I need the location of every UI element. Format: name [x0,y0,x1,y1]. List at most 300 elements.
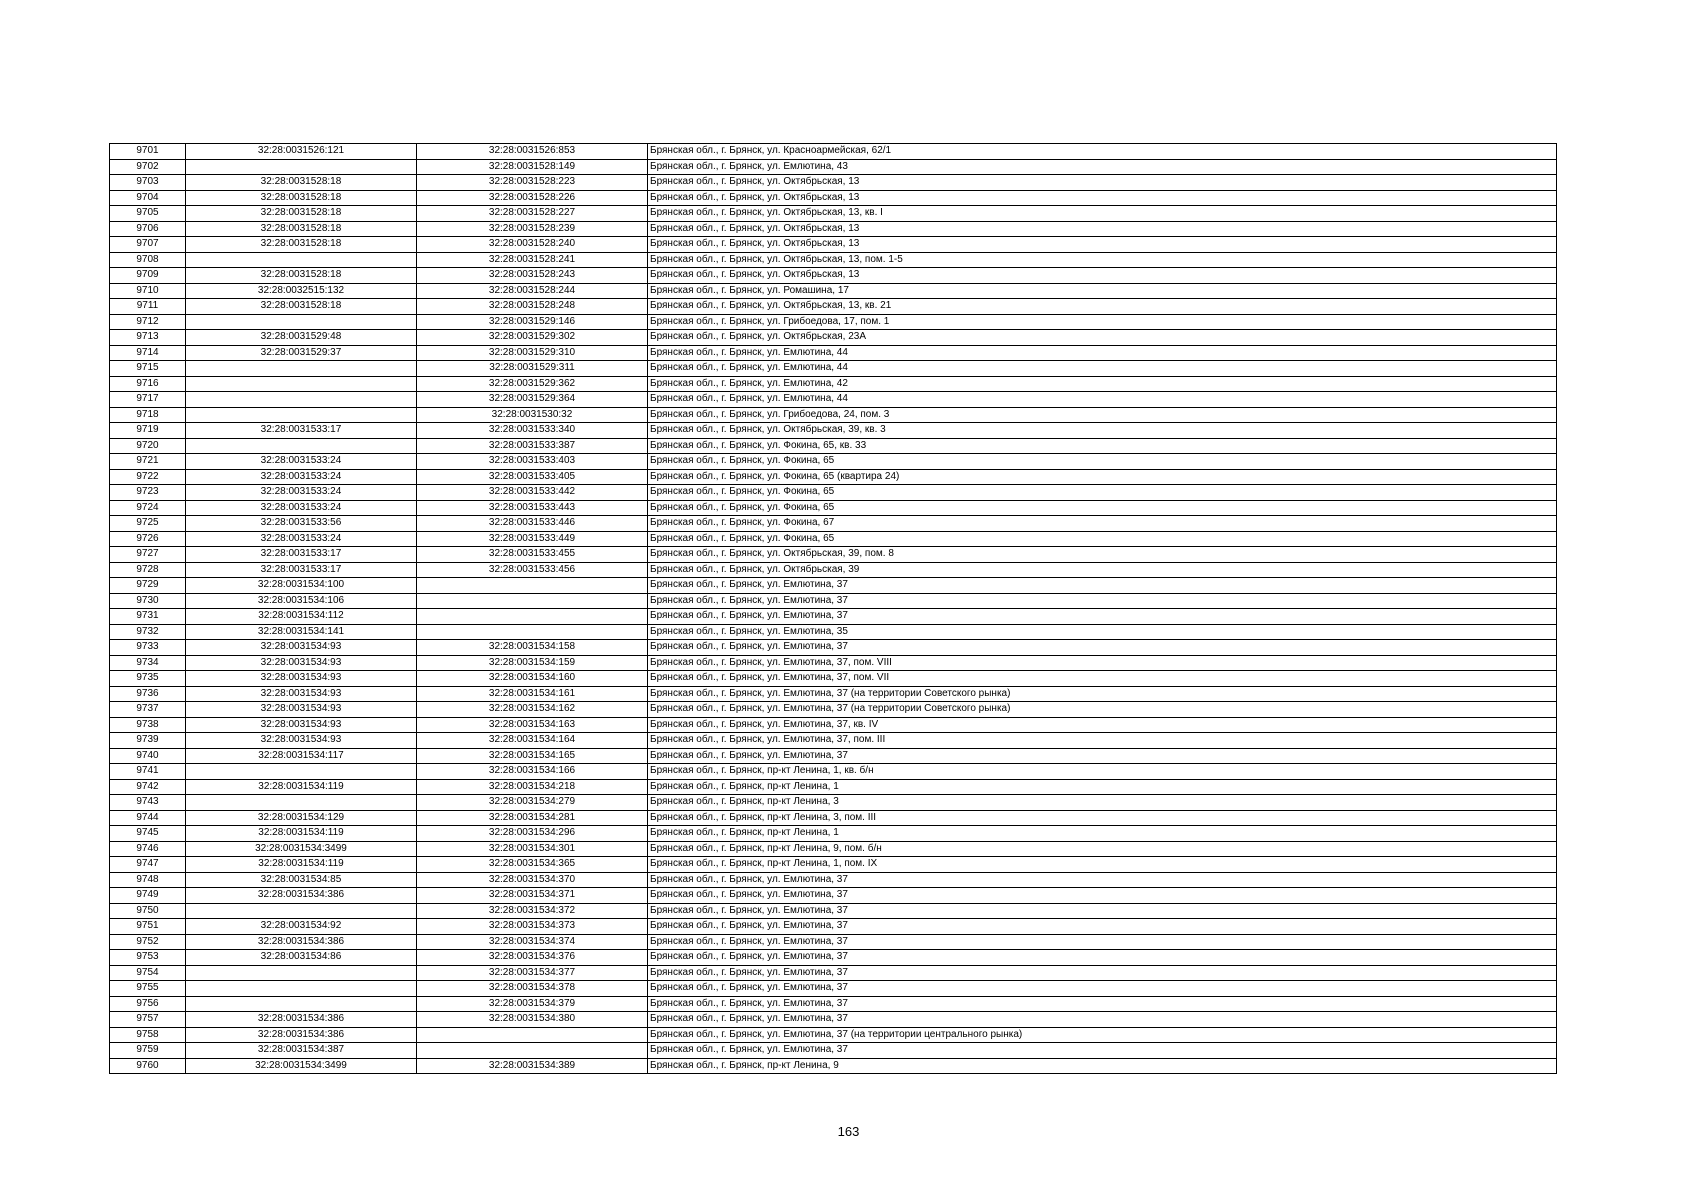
table-row [110,252,1557,268]
table-row [110,268,1557,284]
address: Брянская обл., г. Брянск, ул. Емлютина, 37 [648,888,1557,904]
row-number: 9707 [110,237,186,253]
table-row [110,981,1557,997]
row-number: 9744 [110,810,186,826]
address: Брянская обл., г. Брянск, ул. Октябрьская, 39, пом. 8 [648,547,1557,563]
object-cadastral-number: 32:28:0031528:241 [417,252,648,268]
row-number: 9756 [110,996,186,1012]
object-cadastral-number: 32:28:0031534:389 [417,1058,648,1074]
row-number: 9726 [110,531,186,547]
object-cadastral-number: 32:28:0031534:376 [417,950,648,966]
land-cadastral-number: 32:28:0031534:93 [186,717,417,733]
address: Брянская обл., г. Брянск, ул. Октябрьская, 23А [648,330,1557,346]
object-cadastral-number: 32:28:0031534:163 [417,717,648,733]
table-row [110,717,1557,733]
row-number: 9703 [110,175,186,191]
address: Брянская обл., г. Брянск, пр-кт Ленина, 1 [648,779,1557,795]
table-row [110,485,1557,501]
land-cadastral-number [186,407,417,423]
table-row [110,438,1557,454]
address: Брянская обл., г. Брянск, ул. Емлютина, 37, пом. VII [648,671,1557,687]
object-cadastral-number: 32:28:0031526:853 [417,144,648,160]
address: Брянская обл., г. Брянск, ул. Емлютина, 37 [648,578,1557,594]
object-cadastral-number: 32:28:0031533:456 [417,562,648,578]
address: Брянская обл., г. Брянск, ул. Емлютина, 37 (на территории центрального рынка) [648,1027,1557,1043]
land-cadastral-number: 32:28:0031533:17 [186,423,417,439]
row-number: 9736 [110,686,186,702]
row-number: 9760 [110,1058,186,1074]
address: Брянская обл., г. Брянск, ул. Емлютина, 37 [648,981,1557,997]
address: Брянская обл., г. Брянск, ул. Ромашина, 17 [648,283,1557,299]
object-cadastral-number: 32:28:0031533:403 [417,454,648,470]
object-cadastral-number: 32:28:0031528:227 [417,206,648,222]
address: Брянская обл., г. Брянск, ул. Октябрьская, 39, кв. 3 [648,423,1557,439]
row-number: 9746 [110,841,186,857]
row-number: 9738 [110,717,186,733]
object-cadastral-number: 32:28:0031530:32 [417,407,648,423]
table-row [110,314,1557,330]
address: Брянская обл., г. Брянск, ул. Фокина, 65 [648,485,1557,501]
row-number: 9720 [110,438,186,454]
land-cadastral-number [186,314,417,330]
table-row [110,903,1557,919]
row-number: 9750 [110,903,186,919]
land-cadastral-number: 32:28:0031534:3499 [186,841,417,857]
table-row [110,965,1557,981]
land-cadastral-number: 32:28:0031526:121 [186,144,417,160]
land-cadastral-number: 32:28:0031534:86 [186,950,417,966]
address: Брянская обл., г. Брянск, ул. Емлютина, 42 [648,376,1557,392]
address: Брянская обл., г. Брянск, ул. Емлютина, 37 (на территории Советского рынка) [648,702,1557,718]
land-cadastral-number [186,795,417,811]
object-cadastral-number: 32:28:0031534:378 [417,981,648,997]
address: Брянская обл., г. Брянск, ул. Емлютина, 35 [648,624,1557,640]
address: Брянская обл., г. Брянск, ул. Емлютина, 37 [648,593,1557,609]
address: Брянская обл., г. Брянск, ул. Емлютина, 44 [648,345,1557,361]
address: Брянская обл., г. Брянск, ул. Октябрьская, 13, кв. 21 [648,299,1557,315]
address: Брянская обл., г. Брянск, ул. Емлютина, 37 [648,950,1557,966]
row-number: 9702 [110,159,186,175]
land-cadastral-number: 32:28:0031534:386 [186,934,417,950]
row-number: 9708 [110,252,186,268]
table-row [110,376,1557,392]
land-cadastral-number: 32:28:0031534:386 [186,1027,417,1043]
land-cadastral-number: 32:28:0031528:18 [186,190,417,206]
land-cadastral-number: 32:28:0031534:117 [186,748,417,764]
address: Брянская обл., г. Брянск, ул. Фокина, 65, кв. 33 [648,438,1557,454]
land-cadastral-number: 32:28:0031533:24 [186,531,417,547]
address: Брянская обл., г. Брянск, ул. Емлютина, 37 [648,640,1557,656]
land-cadastral-number: 32:28:0031534:85 [186,872,417,888]
address: Брянская обл., г. Брянск, ул. Фокина, 65 [648,531,1557,547]
object-cadastral-number: 32:28:0031534:296 [417,826,648,842]
table-row [110,826,1557,842]
row-number: 9717 [110,392,186,408]
object-cadastral-number [417,609,648,625]
row-number: 9747 [110,857,186,873]
row-number: 9759 [110,1043,186,1059]
table-row [110,454,1557,470]
table-row [110,547,1557,563]
land-cadastral-number [186,392,417,408]
object-cadastral-number: 32:28:0031534:371 [417,888,648,904]
object-cadastral-number: 32:28:0031533:340 [417,423,648,439]
table-row [110,671,1557,687]
object-cadastral-number [417,1027,648,1043]
row-number: 9710 [110,283,186,299]
land-cadastral-number [186,252,417,268]
address: Брянская обл., г. Брянск, пр-кт Ленина, 9 [648,1058,1557,1074]
object-cadastral-number: 32:28:0031533:455 [417,547,648,563]
table-row [110,609,1557,625]
table-row [110,345,1557,361]
table-row [110,562,1557,578]
row-number: 9718 [110,407,186,423]
table-row [110,919,1557,935]
land-cadastral-number: 32:28:0032515:132 [186,283,417,299]
address: Брянская обл., г. Брянск, ул. Октябрьская, 13 [648,175,1557,191]
address: Брянская обл., г. Брянск, ул. Емлютина, 37 [648,919,1557,935]
object-cadastral-number: 32:28:0031534:377 [417,965,648,981]
address: Брянская обл., г. Брянск, ул. Октябрьская, 13, кв. I [648,206,1557,222]
table-row [110,841,1557,857]
address: Брянская обл., г. Брянск, ул. Емлютина, 43 [648,159,1557,175]
land-cadastral-number: 32:28:0031528:18 [186,206,417,222]
object-cadastral-number: 32:28:0031529:364 [417,392,648,408]
table-row [110,1043,1557,1059]
land-cadastral-number [186,965,417,981]
object-cadastral-number: 32:28:0031534:164 [417,733,648,749]
table-row [110,593,1557,609]
object-cadastral-number: 32:28:0031534:218 [417,779,648,795]
row-number: 9740 [110,748,186,764]
table-row [110,190,1557,206]
row-number: 9729 [110,578,186,594]
object-cadastral-number: 32:28:0031529:146 [417,314,648,330]
row-number: 9735 [110,671,186,687]
object-cadastral-number [417,578,648,594]
land-cadastral-number: 32:28:0031534:3499 [186,1058,417,1074]
object-cadastral-number: 32:28:0031533:449 [417,531,648,547]
row-number: 9748 [110,872,186,888]
land-cadastral-number: 32:28:0031534:92 [186,919,417,935]
object-cadastral-number: 32:28:0031534:160 [417,671,648,687]
row-number: 9737 [110,702,186,718]
row-number: 9712 [110,314,186,330]
table-row [110,469,1557,485]
table-row [110,857,1557,873]
address: Брянская обл., г. Брянск, ул. Емлютина, 37 [648,965,1557,981]
object-cadastral-number: 32:28:0031534:365 [417,857,648,873]
object-cadastral-number: 32:28:0031528:223 [417,175,648,191]
table-row [110,810,1557,826]
table-row [110,624,1557,640]
land-cadastral-number: 32:28:0031534:119 [186,857,417,873]
object-cadastral-number: 32:28:0031528:226 [417,190,648,206]
land-cadastral-number: 32:28:0031533:56 [186,516,417,532]
address: Брянская обл., г. Брянск, ул. Октябрьская, 13 [648,268,1557,284]
address: Брянская обл., г. Брянск, пр-кт Ленина, 1 [648,826,1557,842]
land-cadastral-number [186,981,417,997]
table-row [110,934,1557,950]
table-row [110,206,1557,222]
land-cadastral-number: 32:28:0031533:24 [186,485,417,501]
object-cadastral-number: 32:28:0031534:159 [417,655,648,671]
row-number: 9724 [110,500,186,516]
object-cadastral-number: 32:28:0031529:311 [417,361,648,377]
row-number: 9734 [110,655,186,671]
address: Брянская обл., г. Брянск, ул. Октябрьская, 13 [648,237,1557,253]
object-cadastral-number: 32:28:0031534:379 [417,996,648,1012]
table-row [110,361,1557,377]
land-cadastral-number: 32:28:0031534:141 [186,624,417,640]
object-cadastral-number: 32:28:0031533:442 [417,485,648,501]
table-row [110,531,1557,547]
address: Брянская обл., г. Брянск, ул. Октябрьская, 13, пом. 1-5 [648,252,1557,268]
table-row [110,1058,1557,1074]
row-number: 9704 [110,190,186,206]
address: Брянская обл., г. Брянск, ул. Емлютина, 37, кв. IV [648,717,1557,733]
row-number: 9751 [110,919,186,935]
row-number: 9741 [110,764,186,780]
land-cadastral-number: 32:28:0031529:48 [186,330,417,346]
address: Брянская обл., г. Брянск, ул. Емлютина, 44 [648,361,1557,377]
row-number: 9754 [110,965,186,981]
row-number: 9701 [110,144,186,160]
row-number: 9730 [110,593,186,609]
table-row [110,1027,1557,1043]
table-row [110,237,1557,253]
row-number: 9715 [110,361,186,377]
land-cadastral-number: 32:28:0031534:93 [186,671,417,687]
table-row [110,748,1557,764]
table-row [110,283,1557,299]
address: Брянская обл., г. Брянск, ул. Емлютина, 37 [648,872,1557,888]
address: Брянская обл., г. Брянск, пр-кт Ленина, 1, пом. IX [648,857,1557,873]
land-cadastral-number [186,764,417,780]
table-row [110,795,1557,811]
object-cadastral-number: 32:28:0031528:243 [417,268,648,284]
land-cadastral-number [186,903,417,919]
address: Брянская обл., г. Брянск, ул. Емлютина, 37 [648,609,1557,625]
address: Брянская обл., г. Брянск, ул. Емлютина, 37 [648,1043,1557,1059]
row-number: 9752 [110,934,186,950]
table-row [110,144,1557,160]
land-cadastral-number: 32:28:0031534:387 [186,1043,417,1059]
row-number: 9732 [110,624,186,640]
object-cadastral-number: 32:28:0031529:302 [417,330,648,346]
row-number: 9714 [110,345,186,361]
land-cadastral-number: 32:28:0031533:24 [186,469,417,485]
object-cadastral-number: 32:28:0031528:244 [417,283,648,299]
table-row [110,407,1557,423]
land-cadastral-number: 32:28:0031528:18 [186,299,417,315]
table-row [110,1012,1557,1028]
address: Брянская обл., г. Брянск, ул. Октябрьская, 13 [648,190,1557,206]
object-cadastral-number: 32:28:0031534:380 [417,1012,648,1028]
land-cadastral-number: 32:28:0031533:17 [186,547,417,563]
row-number: 9725 [110,516,186,532]
row-number: 9755 [110,981,186,997]
address: Брянская обл., г. Брянск, пр-кт Ленина, 3, пом. III [648,810,1557,826]
table-row [110,330,1557,346]
object-cadastral-number: 32:28:0031533:446 [417,516,648,532]
table-row [110,175,1557,191]
land-cadastral-number: 32:28:0031534:119 [186,826,417,842]
table-row [110,733,1557,749]
land-cadastral-number [186,159,417,175]
address: Брянская обл., г. Брянск, пр-кт Ленина, 3 [648,795,1557,811]
table-row [110,392,1557,408]
address: Брянская обл., г. Брянск, пр-кт Ленина, 9, пом. б/н [648,841,1557,857]
row-number: 9757 [110,1012,186,1028]
row-number: 9739 [110,733,186,749]
land-cadastral-number [186,361,417,377]
land-cadastral-number [186,376,417,392]
land-cadastral-number: 32:28:0031534:106 [186,593,417,609]
object-cadastral-number: 32:28:0031534:281 [417,810,648,826]
table-row [110,159,1557,175]
object-cadastral-number: 32:28:0031534:162 [417,702,648,718]
object-cadastral-number: 32:28:0031534:372 [417,903,648,919]
land-cadastral-number: 32:28:0031533:17 [186,562,417,578]
object-cadastral-number: 32:28:0031528:149 [417,159,648,175]
row-number: 9742 [110,779,186,795]
address: Брянская обл., г. Брянск, ул. Емлютина, 37 [648,748,1557,764]
address: Брянская обл., г. Брянск, ул. Фокина, 65 [648,500,1557,516]
object-cadastral-number: 32:28:0031533:443 [417,500,648,516]
row-number: 9758 [110,1027,186,1043]
land-cadastral-number: 32:28:0031534:93 [186,702,417,718]
row-number: 9733 [110,640,186,656]
row-number: 9722 [110,469,186,485]
registry-table-body [110,144,1557,1074]
address: Брянская обл., г. Брянск, ул. Емлютина, 37 (на территории Советского рынка) [648,686,1557,702]
land-cadastral-number: 32:28:0031529:37 [186,345,417,361]
object-cadastral-number [417,1043,648,1059]
land-cadastral-number [186,438,417,454]
row-number: 9719 [110,423,186,439]
object-cadastral-number: 32:28:0031529:362 [417,376,648,392]
object-cadastral-number: 32:28:0031534:370 [417,872,648,888]
address: Брянская обл., г. Брянск, ул. Емлютина, 37, пом. VIII [648,655,1557,671]
land-cadastral-number: 32:28:0031528:18 [186,268,417,284]
address: Брянская обл., г. Брянск, ул. Фокина, 67 [648,516,1557,532]
table-row [110,872,1557,888]
table-row [110,950,1557,966]
table-row [110,764,1557,780]
address: Брянская обл., г. Брянск, ул. Фокина, 65 (квартира 24) [648,469,1557,485]
table-row [110,686,1557,702]
table-row [110,655,1557,671]
row-number: 9723 [110,485,186,501]
object-cadastral-number: 32:28:0031534:374 [417,934,648,950]
table-row [110,996,1557,1012]
land-cadastral-number: 32:28:0031534:93 [186,733,417,749]
row-number: 9711 [110,299,186,315]
registry-table [109,143,1557,1074]
page-number: 163 [837,1124,860,1139]
address: Брянская обл., г. Брянск, ул. Емлютина, 37 [648,903,1557,919]
land-cadastral-number: 32:28:0031534:119 [186,779,417,795]
table-row [110,500,1557,516]
row-number: 9753 [110,950,186,966]
object-cadastral-number: 32:28:0031534:373 [417,919,648,935]
land-cadastral-number: 32:28:0031534:93 [186,686,417,702]
row-number: 9709 [110,268,186,284]
object-cadastral-number: 32:28:0031533:405 [417,469,648,485]
object-cadastral-number: 32:28:0031533:387 [417,438,648,454]
land-cadastral-number: 32:28:0031528:18 [186,237,417,253]
row-number: 9727 [110,547,186,563]
table-row [110,578,1557,594]
object-cadastral-number [417,624,648,640]
land-cadastral-number: 32:28:0031533:24 [186,500,417,516]
land-cadastral-number: 32:28:0031528:18 [186,175,417,191]
row-number: 9716 [110,376,186,392]
land-cadastral-number: 32:28:0031534:129 [186,810,417,826]
land-cadastral-number: 32:28:0031533:24 [186,454,417,470]
object-cadastral-number: 32:28:0031534:165 [417,748,648,764]
object-cadastral-number: 32:28:0031529:310 [417,345,648,361]
address: Брянская обл., г. Брянск, ул. Грибоедова, 17, пом. 1 [648,314,1557,330]
land-cadastral-number: 32:28:0031528:18 [186,221,417,237]
object-cadastral-number: 32:28:0031534:158 [417,640,648,656]
land-cadastral-number: 32:28:0031534:100 [186,578,417,594]
object-cadastral-number: 32:28:0031528:248 [417,299,648,315]
table-row [110,423,1557,439]
table-row [110,888,1557,904]
object-cadastral-number [417,593,648,609]
land-cadastral-number: 32:28:0031534:386 [186,1012,417,1028]
table-row [110,299,1557,315]
land-cadastral-number: 32:28:0031534:93 [186,655,417,671]
table-row [110,221,1557,237]
address: Брянская обл., г. Брянск, пр-кт Ленина, 1, кв. б/н [648,764,1557,780]
address: Брянская обл., г. Брянск, ул. Октябрьская, 39 [648,562,1557,578]
row-number: 9745 [110,826,186,842]
row-number: 9749 [110,888,186,904]
address: Брянская обл., г. Брянск, ул. Фокина, 65 [648,454,1557,470]
row-number: 9731 [110,609,186,625]
land-cadastral-number: 32:28:0031534:93 [186,640,417,656]
table-row [110,779,1557,795]
address: Брянская обл., г. Брянск, ул. Емлютина, 44 [648,392,1557,408]
land-cadastral-number [186,996,417,1012]
address: Брянская обл., г. Брянск, ул. Красноармейская, 62/1 [648,144,1557,160]
object-cadastral-number: 32:28:0031534:301 [417,841,648,857]
row-number: 9705 [110,206,186,222]
table-row [110,516,1557,532]
table-row [110,702,1557,718]
land-cadastral-number: 32:28:0031534:386 [186,888,417,904]
row-number: 9721 [110,454,186,470]
object-cadastral-number: 32:28:0031534:161 [417,686,648,702]
address: Брянская обл., г. Брянск, ул. Емлютина, 37 [648,996,1557,1012]
row-number: 9706 [110,221,186,237]
row-number: 9713 [110,330,186,346]
address: Брянская обл., г. Брянск, ул. Емлютина, 37, пом. III [648,733,1557,749]
land-cadastral-number: 32:28:0031534:112 [186,609,417,625]
object-cadastral-number: 32:28:0031534:166 [417,764,648,780]
object-cadastral-number: 32:28:0031534:279 [417,795,648,811]
address: Брянская обл., г. Брянск, ул. Емлютина, 37 [648,934,1557,950]
row-number: 9743 [110,795,186,811]
object-cadastral-number: 32:28:0031528:240 [417,237,648,253]
table-row [110,640,1557,656]
address: Брянская обл., г. Брянск, ул. Грибоедова, 24, пом. 3 [648,407,1557,423]
row-number: 9728 [110,562,186,578]
